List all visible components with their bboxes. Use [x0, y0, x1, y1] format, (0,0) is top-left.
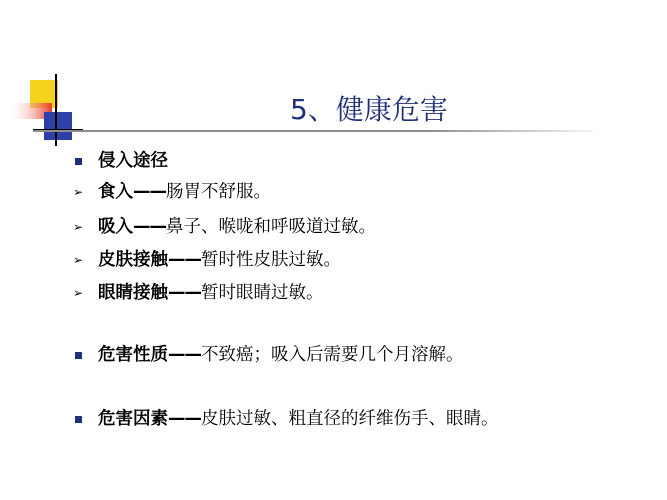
list-item [72, 215, 376, 239]
arrow-bullet-icon: ➢ [73, 253, 84, 267]
list-item [72, 248, 341, 272]
deco-blue-square [44, 112, 72, 140]
item-label: 吸入 [98, 217, 133, 237]
square-bullet-icon [72, 352, 98, 359]
item-label: 危害性质 [98, 345, 168, 365]
list-item [72, 281, 324, 305]
item-label: 眼睛接触 [98, 283, 168, 303]
item-description: 皮肤过敏、粗直径的纤维伤手、眼睛。 [201, 409, 499, 429]
square-bullet-icon [72, 416, 98, 423]
item-label: 侵入途径 [98, 151, 168, 171]
slide-decoration [0, 0, 110, 150]
arrow-bullet-icon: ➢ [73, 185, 84, 199]
slide-title: 5、健康危害 [290, 93, 448, 126]
item-dash: —— [133, 182, 166, 202]
item-description: 暂时性皮肤过敏。 [201, 250, 341, 270]
title-underline [33, 130, 593, 132]
item-label: 皮肤接触 [98, 250, 168, 270]
item-description: 暂时眼睛过敏。 [201, 283, 324, 303]
item-dash: —— [133, 217, 166, 237]
item-description: 肠胃不舒服。 [166, 182, 271, 202]
list-item [72, 407, 499, 431]
item-description: 不致癌；吸入后需要几个月溶解。 [201, 345, 464, 365]
item-dash: —— [168, 283, 201, 303]
item-dash: —— [168, 409, 201, 429]
item-description: 鼻子、喉咙和呼吸道过敏。 [166, 217, 376, 237]
list-item [72, 180, 271, 204]
item-dash: —— [168, 345, 201, 365]
arrow-bullet-icon: ➢ [73, 286, 84, 300]
item-label: 危害因素 [98, 409, 168, 429]
deco-vertical-line [55, 74, 57, 146]
item-label: 食入 [98, 182, 133, 202]
item-dash: —— [168, 250, 201, 270]
square-bullet-icon [72, 158, 98, 165]
arrow-bullet-icon: ➢ [73, 220, 84, 234]
list-item [72, 343, 464, 367]
list-item [72, 149, 168, 173]
